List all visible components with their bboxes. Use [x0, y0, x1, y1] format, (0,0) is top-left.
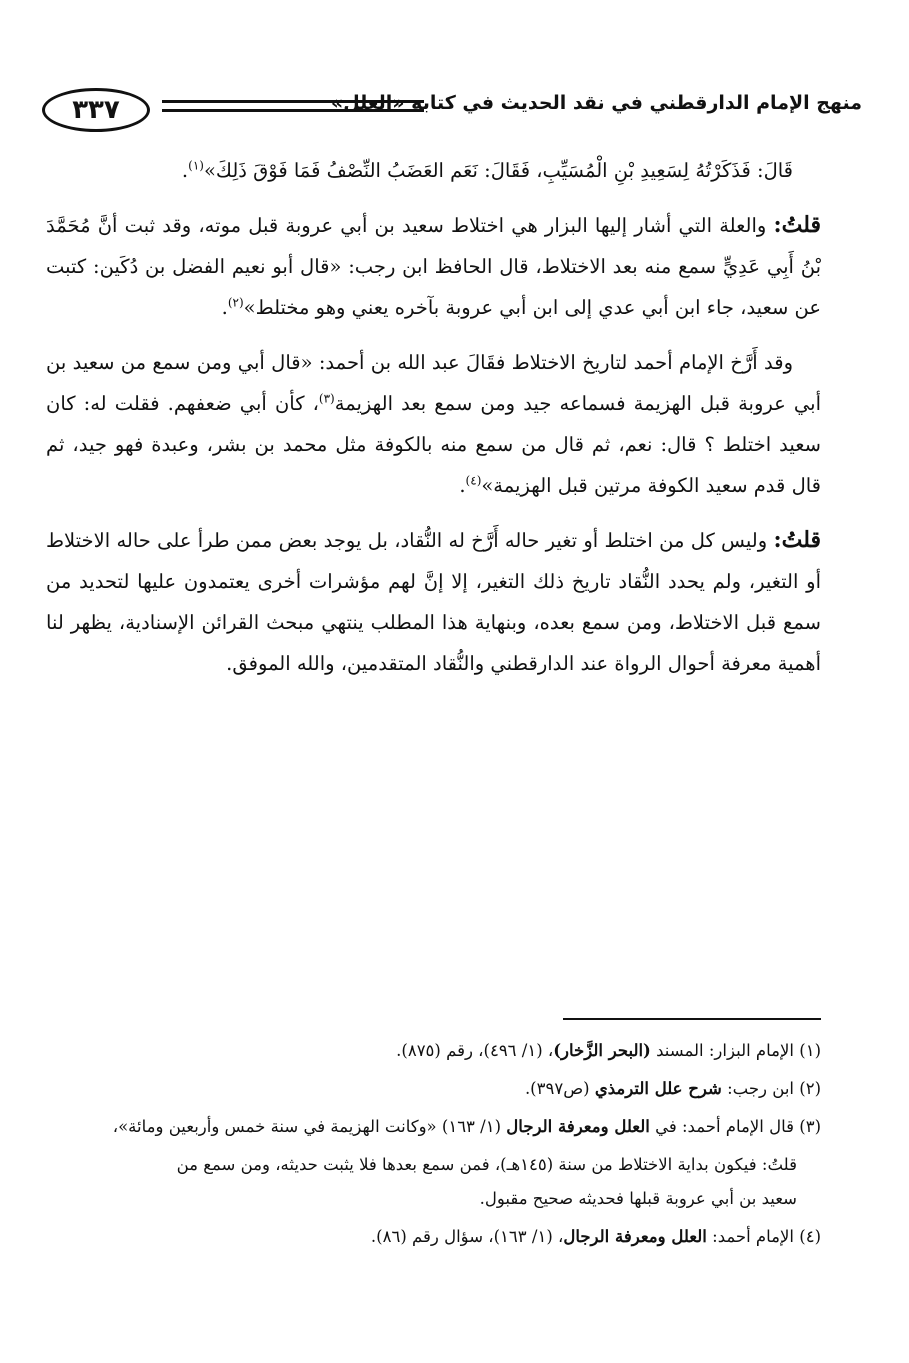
- footnote-3-c: (١/ ١٦٣) «وكانت الهزيمة في سنة خمس وأربعين ومائة»،: [112, 1117, 507, 1136]
- paragraph-1-text: قَالَ: فَذَكَرْتُهُ لِسَعِيدِ بْنِ الْمُسَيِّبِ، فَقَالَ: نَعَم العَضَبُ النِّصْفُ فَمَا فَوْقَ ذَلِكَ»: [203, 159, 793, 182]
- footnote-3: [46, 1110, 821, 1144]
- footnote-1-a: الإمام البزار: المسند: [650, 1041, 800, 1060]
- footnote-4-num: (٤): [799, 1227, 821, 1246]
- footnote-2: [46, 1072, 821, 1106]
- footnote-1-num: (١): [799, 1041, 821, 1060]
- paragraph-2: [46, 205, 821, 328]
- footnote-1: [46, 1034, 821, 1068]
- paragraph-3: [46, 342, 821, 506]
- footnote-2-a: ابن رجب:: [721, 1079, 800, 1098]
- footnote-1-title: (البحر الزَّخار): [553, 1041, 651, 1060]
- footnote-3-a: قال الإمام أحمد: في: [649, 1117, 800, 1136]
- footnote-4-a: الإمام أحمد:: [706, 1227, 800, 1246]
- paragraph-2-end: .: [221, 296, 228, 319]
- footnote-1-c: ، (١/ ٤٩٦)، رقم (٨٧٥).: [396, 1041, 554, 1060]
- footnote-3-title: العلل ومعرفة الرجال: [506, 1117, 650, 1136]
- paragraph-4-lead: قلتُ:: [773, 527, 821, 553]
- paragraph-3-end: .: [459, 474, 466, 497]
- running-title: منهج الإمام الدارقطني في نقد الحديث في كتابه «العلل»: [330, 92, 862, 114]
- paragraph-3-text-a: وقد أَرَّخ الإمام أحمد لتاريخ الاختلاط فقَالَ عبد الله بن أحمد: «قال أبي ومن سمع من سعيد بن أبي عروبة قبل الهزيمة فسماعه جيد ومن سمع بعد الهزيمة: [46, 351, 821, 415]
- paragraph-3-text-b: ، كأن أبي ضعفهم. فقلت له: كان سعيد اختلط ؟ قال: نعم، ثم قال من سمع منه بالكوفة مثل محمد بن بشر، وعبدة فهو جيد، ثم قال قدم سعيد الكوفة مرتين قبل الهزيمة»: [46, 392, 821, 497]
- paragraph-1-end: .: [181, 159, 189, 182]
- footnote-ref-4[interactable]: (٤): [465, 473, 482, 488]
- footnote-3-continuation-1: قلتُ: فيكون بداية الاختلاط من سنة (١٤٥هـ)، فمن سمع بعدها فلا يثبت حديثه، ومن سمع من: [176, 1155, 797, 1174]
- footnote-3-num: (٣): [799, 1117, 821, 1136]
- paragraph-4: [46, 520, 821, 684]
- footnote-4-title: العلل ومعرفة الرجال: [563, 1227, 707, 1246]
- paragraph-2-text: والعلة التي أشار إليها البزار هي اختلاط سعيد بن أبي عروبة قبل موته، وقد ثبت أنَّ مُحَمَّدَ بْنُ أَبِي عَدِيٍّ سمع منه بعد الاختلاط، قال الحافظ ابن رجب: «قال أبو نعيم الفضل بن دُكَين: كتبت عن سعيد، جاء ابن أبي عدي إلى ابن أبي عروبة بآخره يعني وهو مختلط»: [46, 214, 821, 319]
- paragraph-2-lead: قلتُ:: [773, 212, 821, 238]
- footnote-2-c: (ص٣٩٧).: [524, 1079, 595, 1098]
- footnote-ref-1[interactable]: (١): [188, 158, 204, 173]
- footnote-ref-3[interactable]: (٣): [318, 391, 335, 406]
- footnote-ref-2[interactable]: (٢): [227, 295, 244, 310]
- footnotes: [46, 1034, 821, 1258]
- page-number: ٣٣٧: [42, 88, 150, 132]
- footnote-4-c: ، (١/ ١٦٣)، سؤال رقم (٨٦).: [370, 1227, 564, 1246]
- footnote-3-continuation-2: سعيد بن أبي عروبة قبلها فحديثه صحيح مقبول.: [479, 1189, 797, 1208]
- footnote-2-num: (٢): [799, 1079, 821, 1098]
- paragraph-1: [46, 150, 821, 191]
- main-text: [46, 150, 821, 698]
- footnote-4: [46, 1220, 821, 1254]
- footnote-2-title: شرح علل الترمذي: [594, 1079, 722, 1098]
- paragraph-4-text: وليس كل من اختلط أو تغير حاله أَرَّخ له النُّقاد، بل يوجد بعض ممن طرأ على حاله الاختلاط أو التغير، ولم يحدد النُّقاد تاريخ ذلك التغير، إلا إنَّ لهم مؤشرات أخرى يعتمدون عليها لتحديد من سمع قبل الاختلاط، ومن سمع بعده، وبنهاية هذا المطلب ينتهي مبحث القرائن الإسنادية، يظهر لنا أهمية معرفة أحوال الرواة عند الدارقطني والنُّقاد المتقدمين، والله الموفق.: [46, 529, 821, 675]
- footnote-separator: [563, 1018, 821, 1020]
- page-header: [42, 86, 862, 142]
